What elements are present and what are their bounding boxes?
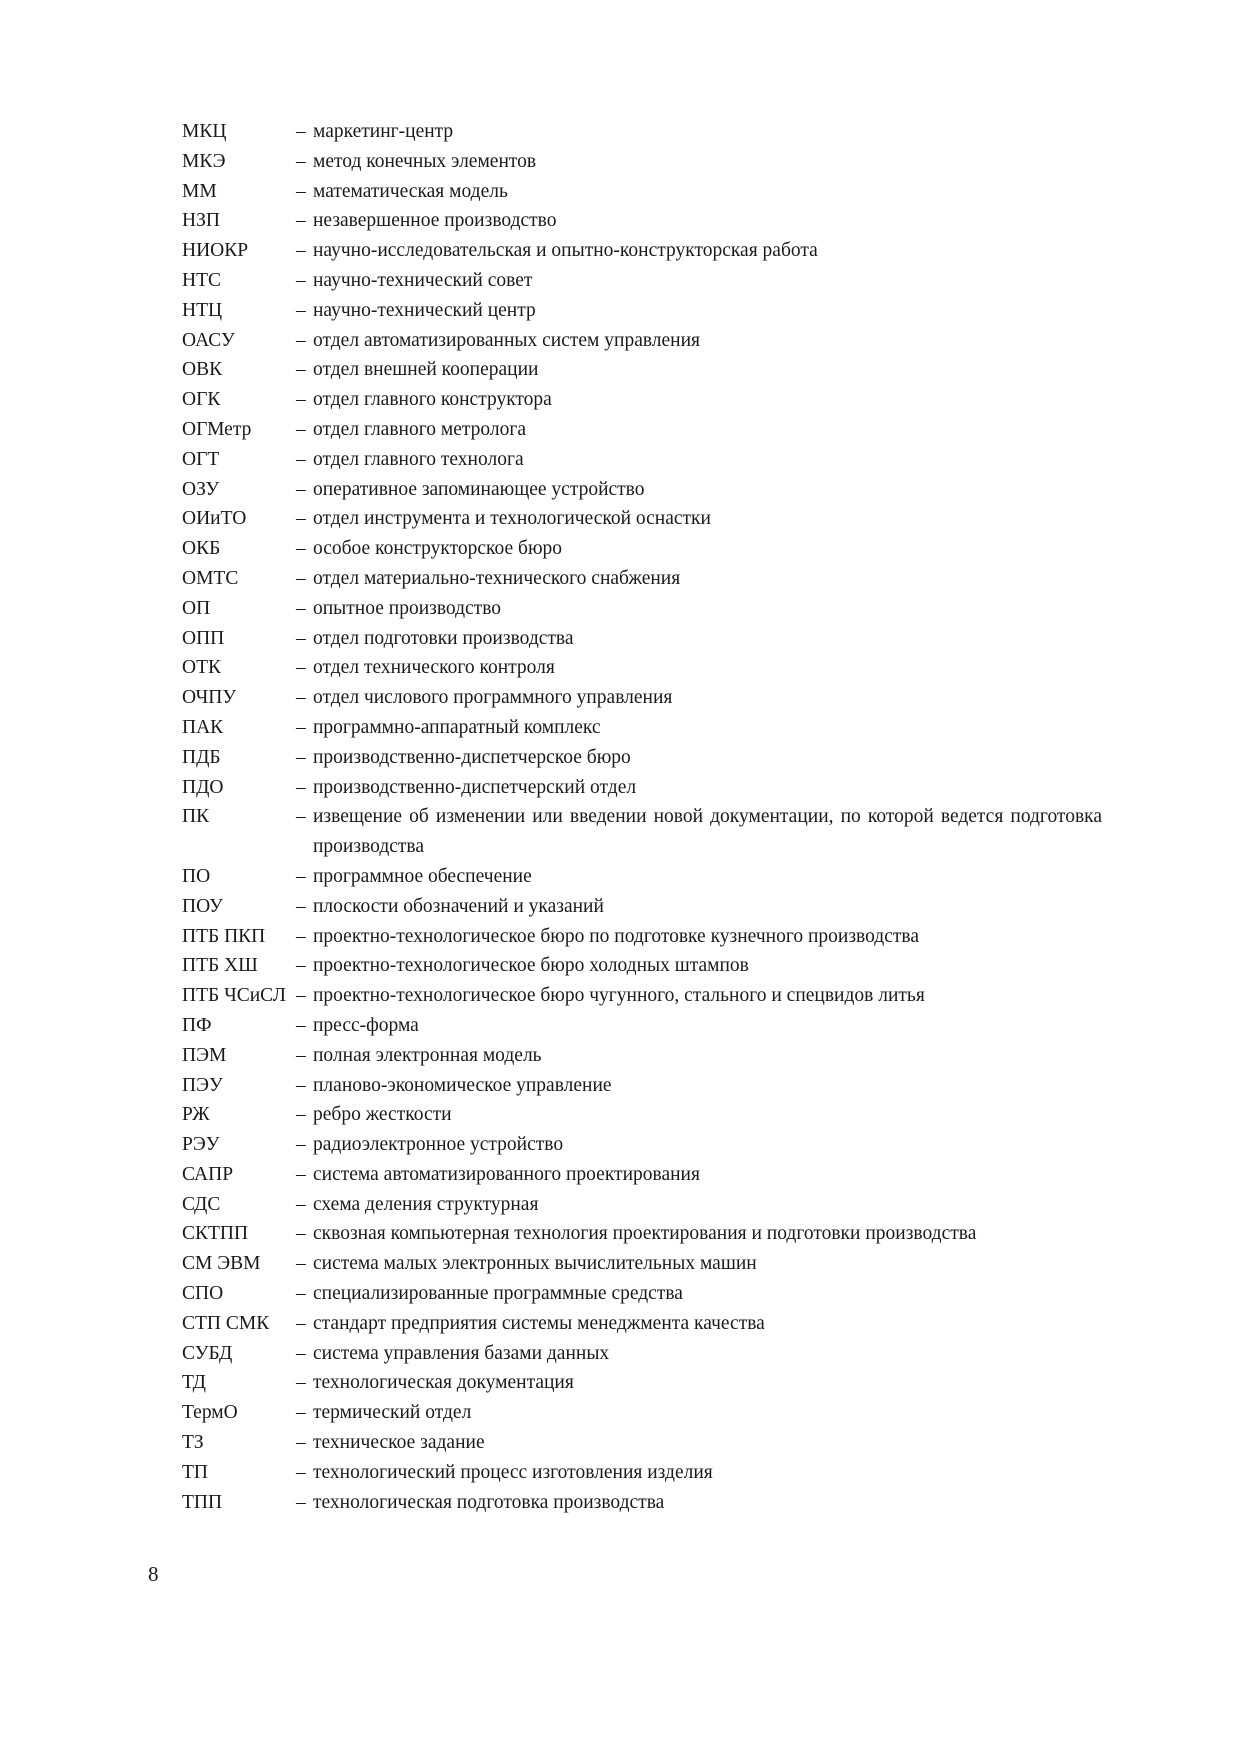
abbreviation-term: ПАК bbox=[182, 716, 224, 738]
abbreviation-term: ОТК bbox=[182, 657, 221, 679]
abbreviation-term: ТП bbox=[182, 1461, 208, 1483]
dash-separator: – bbox=[296, 567, 306, 589]
abbreviation-entry bbox=[182, 1011, 1102, 1041]
abbreviation-entry bbox=[182, 743, 1102, 773]
abbreviation-entry bbox=[182, 1309, 1102, 1339]
abbreviation-term: ПТБ ХШ bbox=[182, 955, 258, 977]
dash-separator: – bbox=[296, 359, 306, 381]
abbreviation-definition: ребро жесткости bbox=[313, 1104, 452, 1126]
dash-separator: – bbox=[296, 299, 306, 321]
abbreviation-entry bbox=[182, 1279, 1102, 1309]
abbreviation-term: ОГК bbox=[182, 389, 221, 411]
abbreviation-entry bbox=[182, 1428, 1102, 1458]
abbreviation-term: РЭУ bbox=[182, 1134, 220, 1156]
abbreviation-term: СДС bbox=[182, 1193, 221, 1215]
dash-separator: – bbox=[296, 538, 306, 560]
dash-separator: – bbox=[296, 508, 306, 530]
abbreviation-entry bbox=[182, 594, 1102, 624]
abbreviation-definition: производственно-диспетчерский отдел bbox=[313, 776, 637, 798]
abbreviation-definition: программно-аппаратный комплекс bbox=[313, 716, 601, 738]
dash-separator: – bbox=[296, 1461, 306, 1483]
abbreviation-definition: отдел главного метролога bbox=[313, 418, 526, 440]
abbreviation-definition: проектно-технологическое бюро холодных штампов bbox=[313, 955, 749, 977]
abbreviation-entry bbox=[182, 385, 1102, 415]
abbreviation-entry bbox=[182, 177, 1102, 207]
dash-separator: – bbox=[296, 776, 306, 798]
abbreviation-definition: отдел внешней кооперации bbox=[313, 359, 539, 381]
abbreviation-definition: техническое задание bbox=[313, 1432, 485, 1454]
abbreviation-entry bbox=[182, 564, 1102, 594]
abbreviation-definition: отдел главного конструктора bbox=[313, 389, 552, 411]
dash-separator: – bbox=[296, 1104, 306, 1126]
abbreviation-term: ПТБ ЧСиСЛ bbox=[182, 985, 286, 1007]
dash-separator: – bbox=[296, 1491, 306, 1513]
abbreviation-entry bbox=[182, 802, 1102, 862]
abbreviation-entry bbox=[182, 653, 1102, 683]
abbreviation-definition: специализированные программные средства bbox=[313, 1283, 683, 1305]
abbreviation-list bbox=[182, 117, 1102, 1517]
abbreviation-term: ОГТ bbox=[182, 448, 220, 470]
dash-separator: – bbox=[296, 895, 306, 917]
dash-separator: – bbox=[296, 121, 306, 142]
abbreviation-definition: отдел автоматизированных систем управления bbox=[313, 329, 701, 351]
abbreviation-entry bbox=[182, 266, 1102, 296]
abbreviation-definition: отдел числового программного управления bbox=[313, 687, 673, 709]
dash-separator: – bbox=[296, 478, 306, 500]
abbreviation-definition: математическая модель bbox=[313, 180, 508, 202]
abbreviation-definition: система управления базами данных bbox=[313, 1342, 610, 1364]
abbreviation-term: ОЗУ bbox=[182, 478, 220, 500]
abbreviation-entry bbox=[182, 117, 1102, 147]
abbreviation-term: СМ ЭВМ bbox=[182, 1253, 261, 1275]
abbreviation-term: ПЭУ bbox=[182, 1074, 223, 1096]
dash-separator: – bbox=[296, 1223, 306, 1245]
abbreviation-definition: особое конструкторское бюро bbox=[313, 538, 563, 560]
dash-separator: – bbox=[296, 240, 306, 262]
abbreviation-term: МКЭ bbox=[182, 150, 226, 172]
dash-separator: – bbox=[296, 1014, 306, 1036]
abbreviation-definition: технологическая документация bbox=[313, 1372, 574, 1394]
dash-separator: – bbox=[296, 210, 306, 232]
dash-separator: – bbox=[296, 1372, 306, 1394]
abbreviation-term: ПЭМ bbox=[182, 1044, 227, 1066]
abbreviation-definition: производственно-диспетчерское бюро bbox=[313, 746, 631, 768]
abbreviation-term: ТермО bbox=[182, 1402, 238, 1424]
dash-separator: – bbox=[296, 806, 306, 828]
abbreviation-entry bbox=[182, 1190, 1102, 1220]
abbreviation-entry bbox=[182, 892, 1102, 922]
abbreviation-entry bbox=[182, 922, 1102, 952]
abbreviation-entry bbox=[182, 1368, 1102, 1398]
abbreviation-definition: научно-технический центр bbox=[313, 299, 536, 321]
abbreviation-definition: технологическая подготовка производства bbox=[313, 1491, 665, 1513]
abbreviation-term: ТПП bbox=[182, 1491, 223, 1513]
abbreviation-term: ТЗ bbox=[182, 1432, 204, 1454]
abbreviation-term: ОИиТО bbox=[182, 508, 247, 530]
abbreviation-term: ОМТС bbox=[182, 567, 239, 589]
abbreviation-term: ОГМетр bbox=[182, 418, 252, 440]
page-number: 8 bbox=[148, 1562, 159, 1586]
dash-separator: – bbox=[296, 150, 306, 172]
abbreviation-definition: научно-технический совет bbox=[313, 269, 533, 291]
abbreviation-definition: плоскости обозначений и указаний bbox=[313, 895, 604, 917]
abbreviation-term: ПО bbox=[182, 865, 211, 887]
abbreviation-definition: схема деления структурная bbox=[313, 1193, 539, 1215]
abbreviation-entry bbox=[182, 1071, 1102, 1101]
abbreviation-term: ПТБ ПКП bbox=[182, 925, 266, 947]
dash-separator: – bbox=[296, 627, 306, 649]
abbreviation-definition: незавершенное производство bbox=[313, 210, 557, 232]
dash-separator: – bbox=[296, 955, 306, 977]
abbreviation-entry bbox=[182, 1249, 1102, 1279]
abbreviation-entry bbox=[182, 326, 1102, 356]
abbreviation-term: ОАСУ bbox=[182, 329, 235, 351]
abbreviation-term: НИОКР bbox=[182, 240, 249, 262]
abbreviation-term: ОП bbox=[182, 597, 211, 619]
abbreviation-term: ОПП bbox=[182, 627, 225, 649]
dash-separator: – bbox=[296, 1253, 306, 1275]
dash-separator: – bbox=[296, 865, 306, 887]
abbreviation-entry bbox=[182, 981, 1102, 1011]
abbreviation-entry bbox=[182, 624, 1102, 654]
abbreviation-definition: программное обеспечение bbox=[313, 865, 532, 887]
dash-separator: – bbox=[296, 418, 306, 440]
dash-separator: – bbox=[296, 1312, 306, 1334]
abbreviation-definition: метод конечных элементов bbox=[313, 150, 537, 172]
abbreviation-definition: отдел технического контроля bbox=[313, 657, 555, 679]
abbreviation-definition: научно-исследовательская и опытно-конструкторская работа bbox=[313, 240, 818, 262]
abbreviation-entry bbox=[182, 206, 1102, 236]
abbreviation-entry bbox=[182, 1219, 1102, 1249]
abbreviation-term: НТС bbox=[182, 269, 221, 291]
abbreviation-term: ПФ bbox=[182, 1014, 212, 1036]
abbreviation-entry bbox=[182, 1130, 1102, 1160]
abbreviation-term: СПО bbox=[182, 1283, 224, 1305]
abbreviation-entry bbox=[182, 1339, 1102, 1369]
abbreviation-definition: маркетинг-центр bbox=[313, 121, 454, 142]
abbreviation-term: СКТПП bbox=[182, 1223, 249, 1245]
abbreviation-term: ПДО bbox=[182, 776, 224, 798]
abbreviation-entry bbox=[182, 1398, 1102, 1428]
dash-separator: – bbox=[296, 180, 306, 202]
abbreviation-definition: отдел подготовки производства bbox=[313, 627, 574, 649]
abbreviation-term: НЗП bbox=[182, 210, 220, 232]
dash-separator: – bbox=[296, 1342, 306, 1364]
abbreviation-definition: стандарт предприятия системы менеджмента качества bbox=[313, 1312, 765, 1334]
dash-separator: – bbox=[296, 746, 306, 768]
dash-separator: – bbox=[296, 329, 306, 351]
dash-separator: – bbox=[296, 716, 306, 738]
abbreviation-entry bbox=[182, 1041, 1102, 1071]
abbreviation-term: ОКБ bbox=[182, 538, 221, 560]
abbreviation-term: ПК bbox=[182, 806, 210, 828]
dash-separator: – bbox=[296, 687, 306, 709]
abbreviation-entry bbox=[182, 683, 1102, 713]
abbreviation-entry bbox=[182, 1100, 1102, 1130]
abbreviation-definition: проектно-технологическое бюро чугунного, стального и спецвидов литья bbox=[313, 985, 925, 1007]
abbreviation-definition: сквозная компьютерная технология проектирования и подготовки производства bbox=[313, 1223, 977, 1245]
abbreviation-entry bbox=[182, 862, 1102, 892]
abbreviation-entry bbox=[182, 475, 1102, 505]
abbreviation-term: ПОУ bbox=[182, 895, 223, 917]
dash-separator: – bbox=[296, 269, 306, 291]
abbreviation-entry bbox=[182, 773, 1102, 803]
abbreviation-definition: отдел инструмента и технологической оснастки bbox=[313, 508, 711, 530]
abbreviation-definition: пресс-форма bbox=[313, 1014, 419, 1036]
abbreviation-definition: радиоэлектронное устройство bbox=[313, 1134, 564, 1156]
abbreviation-definition: термический отдел bbox=[313, 1402, 472, 1424]
dash-separator: – bbox=[296, 389, 306, 411]
abbreviation-term: НТЦ bbox=[182, 299, 223, 321]
abbreviation-term: РЖ bbox=[182, 1104, 210, 1126]
abbreviation-entry bbox=[182, 355, 1102, 385]
dash-separator: – bbox=[296, 657, 306, 679]
abbreviation-entry bbox=[182, 504, 1102, 534]
abbreviation-definition: система малых электронных вычислительных машин bbox=[313, 1253, 757, 1275]
dash-separator: – bbox=[296, 1044, 306, 1066]
abbreviation-term: САПР bbox=[182, 1163, 234, 1185]
abbreviation-entry bbox=[182, 236, 1102, 266]
abbreviation-entry bbox=[182, 1160, 1102, 1190]
abbreviation-term: ММ bbox=[182, 180, 217, 202]
abbreviation-term: МКЦ bbox=[182, 121, 227, 142]
abbreviation-term: ОЧПУ bbox=[182, 687, 237, 709]
abbreviation-definition: отдел материально-технического снабжения bbox=[313, 567, 681, 589]
abbreviation-entry bbox=[182, 534, 1102, 564]
dash-separator: – bbox=[296, 1134, 306, 1156]
abbreviation-definition: отдел главного технолога bbox=[313, 448, 524, 470]
abbreviation-entry bbox=[182, 147, 1102, 177]
dash-separator: – bbox=[296, 925, 306, 947]
abbreviation-definition: извещение об изменении или введении новой документации, по которой ведется подготовка производства bbox=[313, 806, 1102, 858]
abbreviation-definition: полная электронная модель bbox=[313, 1044, 542, 1066]
dash-separator: – bbox=[296, 1163, 306, 1185]
abbreviation-entry bbox=[182, 445, 1102, 475]
dash-separator: – bbox=[296, 1283, 306, 1305]
abbreviation-definition: опытное производство bbox=[313, 597, 502, 619]
dash-separator: – bbox=[296, 597, 306, 619]
abbreviation-entry bbox=[182, 296, 1102, 326]
abbreviation-term: ОВК bbox=[182, 359, 223, 381]
abbreviation-definition: система автоматизированного проектирования bbox=[313, 1163, 700, 1185]
dash-separator: – bbox=[296, 1402, 306, 1424]
abbreviation-term: СТП СМК bbox=[182, 1312, 270, 1334]
abbreviation-term: ТД bbox=[182, 1372, 206, 1394]
abbreviation-term: СУБД bbox=[182, 1342, 233, 1364]
abbreviation-entry bbox=[182, 951, 1102, 981]
dash-separator: – bbox=[296, 1074, 306, 1096]
abbreviation-definition: проектно-технологическое бюро по подготовке кузнечного производства bbox=[313, 925, 920, 947]
abbreviation-entry bbox=[182, 1488, 1102, 1518]
abbreviation-definition: оперативное запоминающее устройство bbox=[313, 478, 645, 500]
abbreviation-definition: технологический процесс изготовления изделия bbox=[313, 1461, 713, 1483]
abbreviation-definition: планово-экономическое управление bbox=[313, 1074, 612, 1096]
abbreviation-entry bbox=[182, 1458, 1102, 1488]
dash-separator: – bbox=[296, 448, 306, 470]
abbreviation-entry bbox=[182, 415, 1102, 445]
dash-separator: – bbox=[296, 1432, 306, 1454]
dash-separator: – bbox=[296, 985, 306, 1007]
abbreviation-term: ПДБ bbox=[182, 746, 221, 768]
abbreviation-entry bbox=[182, 713, 1102, 743]
dash-separator: – bbox=[296, 1193, 306, 1215]
